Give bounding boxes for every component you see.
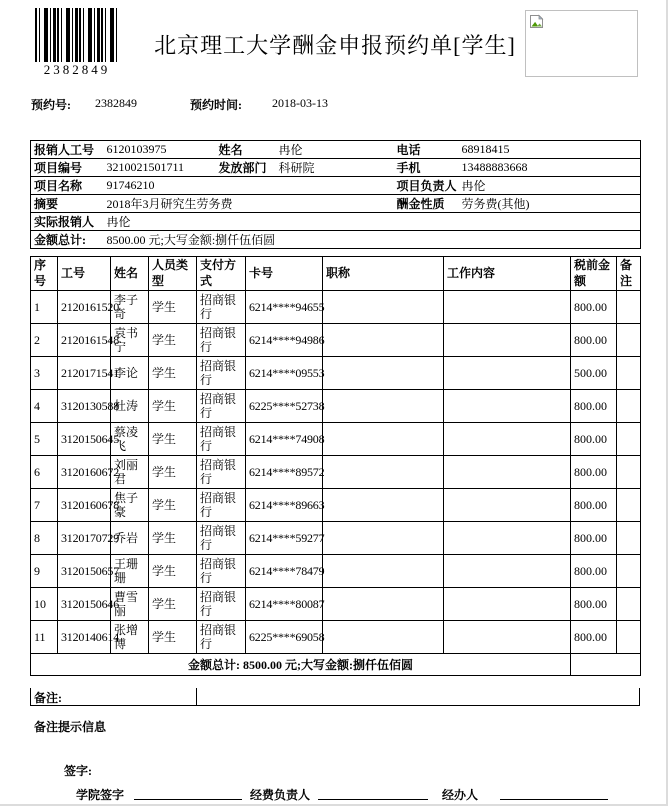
cell-work xyxy=(444,324,571,357)
total-row xyxy=(31,654,641,676)
cell-no: 9 xyxy=(31,555,58,588)
info-value: 68918415 xyxy=(459,141,641,159)
cell-amount: 800.00 xyxy=(571,489,617,522)
table-row xyxy=(31,423,641,456)
table-row xyxy=(31,588,641,621)
cell-no: 2 xyxy=(31,324,58,357)
cell-type: 学生 xyxy=(149,390,197,423)
reservation-time-label: 预约时间: xyxy=(190,98,242,112)
total-empty-cell xyxy=(571,654,641,676)
cell-note xyxy=(617,456,641,489)
cell-pay: 招商银行 xyxy=(197,456,246,489)
cell-note xyxy=(617,291,641,324)
col-header-amount: 税前金额 xyxy=(571,257,617,291)
cell-note xyxy=(617,324,641,357)
cell-card: 6214****09553 xyxy=(246,357,323,390)
cell-card: 6214****89572 xyxy=(246,456,323,489)
cell-card: 6214****74908 xyxy=(246,423,323,456)
cell-work xyxy=(444,456,571,489)
signature-line xyxy=(130,805,237,806)
sign-label: 签字: xyxy=(64,764,92,778)
detail-table xyxy=(30,256,641,676)
table-row xyxy=(31,324,641,357)
cell-title xyxy=(323,588,444,621)
cell-id: 2120161520 xyxy=(58,291,111,324)
info-value: 13488883668 xyxy=(459,159,641,177)
cell-name: 张增博 xyxy=(111,621,149,654)
info-label: 项目名称 xyxy=(31,177,104,195)
cell-pay: 招商银行 xyxy=(197,390,246,423)
cell-pay: 招商银行 xyxy=(197,291,246,324)
info-label: 项目负责人 xyxy=(394,177,459,195)
cell-pay: 招商银行 xyxy=(197,489,246,522)
signer-college-label: 学院签字 xyxy=(76,788,125,802)
cell-card: 6214****59277 xyxy=(246,522,323,555)
cell-pay: 招商银行 xyxy=(197,423,246,456)
cell-id: 2120161548 xyxy=(58,324,111,357)
reservation-no-label: 预约号: xyxy=(31,98,71,112)
cell-note xyxy=(617,621,641,654)
image-placeholder xyxy=(525,10,638,77)
cell-note xyxy=(617,390,641,423)
cell-note xyxy=(617,522,641,555)
remark-label: 备注: xyxy=(31,688,197,705)
cell-pay: 招商银行 xyxy=(197,621,246,654)
col-header-title: 职称 xyxy=(323,257,444,291)
cell-id: 3120150657 xyxy=(58,555,111,588)
cell-type: 学生 xyxy=(149,555,197,588)
cell-title xyxy=(323,324,444,357)
cell-no: 4 xyxy=(31,390,58,423)
cell-name: 李子奇 xyxy=(111,291,149,324)
cell-no: 5 xyxy=(31,423,58,456)
cell-name: 乔岩 xyxy=(111,522,149,555)
cell-pay: 招商银行 xyxy=(197,324,246,357)
cell-title xyxy=(323,522,444,555)
cell-amount: 800.00 xyxy=(571,423,617,456)
cell-pay: 招商银行 xyxy=(197,588,246,621)
info-row xyxy=(31,159,641,177)
remark-hint: 备注提示信息 xyxy=(34,720,107,734)
cell-amount: 800.00 xyxy=(571,588,617,621)
cell-type: 学生 xyxy=(149,291,197,324)
cell-type: 学生 xyxy=(149,456,197,489)
cell-work xyxy=(444,522,571,555)
table-row xyxy=(31,621,641,654)
signature-line xyxy=(496,805,604,806)
cell-title xyxy=(323,291,444,324)
cell-type: 学生 xyxy=(149,588,197,621)
remark-value xyxy=(197,688,639,705)
cell-pay: 招商银行 xyxy=(197,555,246,588)
cell-card: 6214****80087 xyxy=(246,588,323,621)
cell-title xyxy=(323,423,444,456)
cell-name: 刘丽君 xyxy=(111,456,149,489)
reservation-no-value: 2382849 xyxy=(95,96,137,110)
cell-no: 6 xyxy=(31,456,58,489)
signer-handler-label: 经办人 xyxy=(442,788,479,802)
cell-name: 蔡凌飞 xyxy=(111,423,149,456)
cell-card: 6214****94655 xyxy=(246,291,323,324)
cell-card: 6214****94986 xyxy=(246,324,323,357)
cell-work xyxy=(444,390,571,423)
cell-work xyxy=(444,555,571,588)
cell-no: 8 xyxy=(31,522,58,555)
cell-work xyxy=(444,489,571,522)
cell-name: 焦子豪 xyxy=(111,489,149,522)
info-label: 手机 xyxy=(394,159,459,177)
info-table xyxy=(30,140,641,249)
info-value: 2018年3月研究生劳务费 xyxy=(104,195,394,213)
cell-no: 7 xyxy=(31,489,58,522)
info-value: 8500.00 元;大写金额:捌仟伍佰圆 xyxy=(106,233,276,247)
cell-title xyxy=(323,456,444,489)
detail-header-row xyxy=(31,257,641,291)
info-value: 冉伦 xyxy=(104,213,641,231)
signature-line xyxy=(318,799,428,800)
info-row xyxy=(31,177,641,195)
cell-pay: 招商银行 xyxy=(197,522,246,555)
cell-title xyxy=(323,621,444,654)
cell-note xyxy=(617,357,641,390)
broken-image-icon xyxy=(529,14,544,29)
cell-id: 3120160678 xyxy=(58,489,111,522)
info-row xyxy=(31,141,641,159)
page-title: 北京理工大学酬金申报预约单[学生] xyxy=(154,33,516,58)
table-row xyxy=(31,489,641,522)
info-value: 劳务费(其他) xyxy=(459,195,641,213)
info-value: 科研院 xyxy=(276,159,394,177)
cell-name: 王珊珊 xyxy=(111,555,149,588)
cell-title xyxy=(323,489,444,522)
info-value: 91746210 xyxy=(104,177,394,195)
cell-card: 6214****78479 xyxy=(246,555,323,588)
total-text: 金额总计: 8500.00 元;大写金额:捌仟伍佰圆 xyxy=(31,654,571,676)
cell-work xyxy=(444,621,571,654)
cell-type: 学生 xyxy=(149,489,197,522)
cell-note xyxy=(617,555,641,588)
cell-id: 3120150646 xyxy=(58,588,111,621)
cell-id: 3120150645 xyxy=(58,423,111,456)
cell-card: 6225****69058 xyxy=(246,621,323,654)
cell-type: 学生 xyxy=(149,621,197,654)
info-label: 酬金性质 xyxy=(394,195,459,213)
info-label: 姓名 xyxy=(216,141,276,159)
cell-note xyxy=(617,588,641,621)
cell-name: 杜涛 xyxy=(111,390,149,423)
cell-no: 3 xyxy=(31,357,58,390)
cell-amount: 800.00 xyxy=(571,390,617,423)
col-header-no: 序号 xyxy=(31,257,58,291)
cell-title xyxy=(323,357,444,390)
info-label: 项目编号 xyxy=(31,159,104,177)
col-header-note: 备注 xyxy=(617,257,641,291)
cell-work xyxy=(444,588,571,621)
cell-id: 3120160672 xyxy=(58,456,111,489)
cell-no: 1 xyxy=(31,291,58,324)
cell-type: 学生 xyxy=(149,522,197,555)
cell-name: 袁书宁 xyxy=(111,324,149,357)
table-row xyxy=(31,555,641,588)
signer-funds-label: 经费负责人 xyxy=(250,788,311,802)
cell-no: 10 xyxy=(31,588,58,621)
table-row xyxy=(31,522,641,555)
cell-note xyxy=(617,423,641,456)
cell-amount: 800.00 xyxy=(571,522,617,555)
cell-type: 学生 xyxy=(149,324,197,357)
cell-id: 3120170729 xyxy=(58,522,111,555)
signature-line xyxy=(500,799,608,800)
cell-name: 李论 xyxy=(111,357,149,390)
info-label: 电话 xyxy=(394,141,459,159)
cell-card: 6214****89663 xyxy=(246,489,323,522)
cell-amount: 800.00 xyxy=(571,456,617,489)
info-value: 冉伦 xyxy=(276,141,394,159)
info-label: 金额总计: xyxy=(34,233,86,247)
reservation-time-value: 2018-03-13 xyxy=(272,96,328,110)
cell-amount: 500.00 xyxy=(571,357,617,390)
cell-id: 3120130588 xyxy=(58,390,111,423)
cell-title xyxy=(323,555,444,588)
barcode-number: 2382849 xyxy=(43,62,111,77)
cell-no: 11 xyxy=(31,621,58,654)
col-header-card: 卡号 xyxy=(246,257,323,291)
cell-title xyxy=(323,390,444,423)
table-row xyxy=(31,456,641,489)
cell-work xyxy=(444,291,571,324)
cell-amount: 800.00 xyxy=(571,555,617,588)
col-header-type: 人员类型 xyxy=(149,257,197,291)
cell-amount: 800.00 xyxy=(571,291,617,324)
cell-amount: 800.00 xyxy=(571,324,617,357)
cell-work xyxy=(444,423,571,456)
info-label: 发放部门 xyxy=(216,159,276,177)
info-label: 报销人工号 xyxy=(31,141,104,159)
cell-type: 学生 xyxy=(149,357,197,390)
cell-pay: 招商银行 xyxy=(197,357,246,390)
cell-name: 曹雪丽 xyxy=(111,588,149,621)
cell-type: 学生 xyxy=(149,423,197,456)
info-row xyxy=(31,231,641,249)
cell-id: 3120140614 xyxy=(58,621,111,654)
cell-card: 6225****52738 xyxy=(246,390,323,423)
cell-amount: 800.00 xyxy=(571,621,617,654)
table-row xyxy=(31,357,641,390)
col-header-pay: 支付方式 xyxy=(197,257,246,291)
info-value: 冉伦 xyxy=(459,177,641,195)
col-header-name: 姓名 xyxy=(111,257,149,291)
info-label: 摘要 xyxy=(31,195,104,213)
info-row xyxy=(31,213,641,231)
signature-line xyxy=(134,799,242,800)
info-row xyxy=(31,195,641,213)
cell-work xyxy=(444,357,571,390)
table-row xyxy=(31,390,641,423)
signature-line xyxy=(314,805,424,806)
info-label: 实际报销人 xyxy=(31,213,104,231)
col-header-work: 工作内容 xyxy=(444,257,571,291)
info-value: 6120103975 xyxy=(104,141,216,159)
cell-id: 2120171541 xyxy=(58,357,111,390)
info-value: 3210021501711 xyxy=(104,159,216,177)
col-header-id: 工号 xyxy=(58,257,111,291)
table-row xyxy=(31,291,641,324)
remark-row xyxy=(30,688,640,706)
cell-note xyxy=(617,489,641,522)
